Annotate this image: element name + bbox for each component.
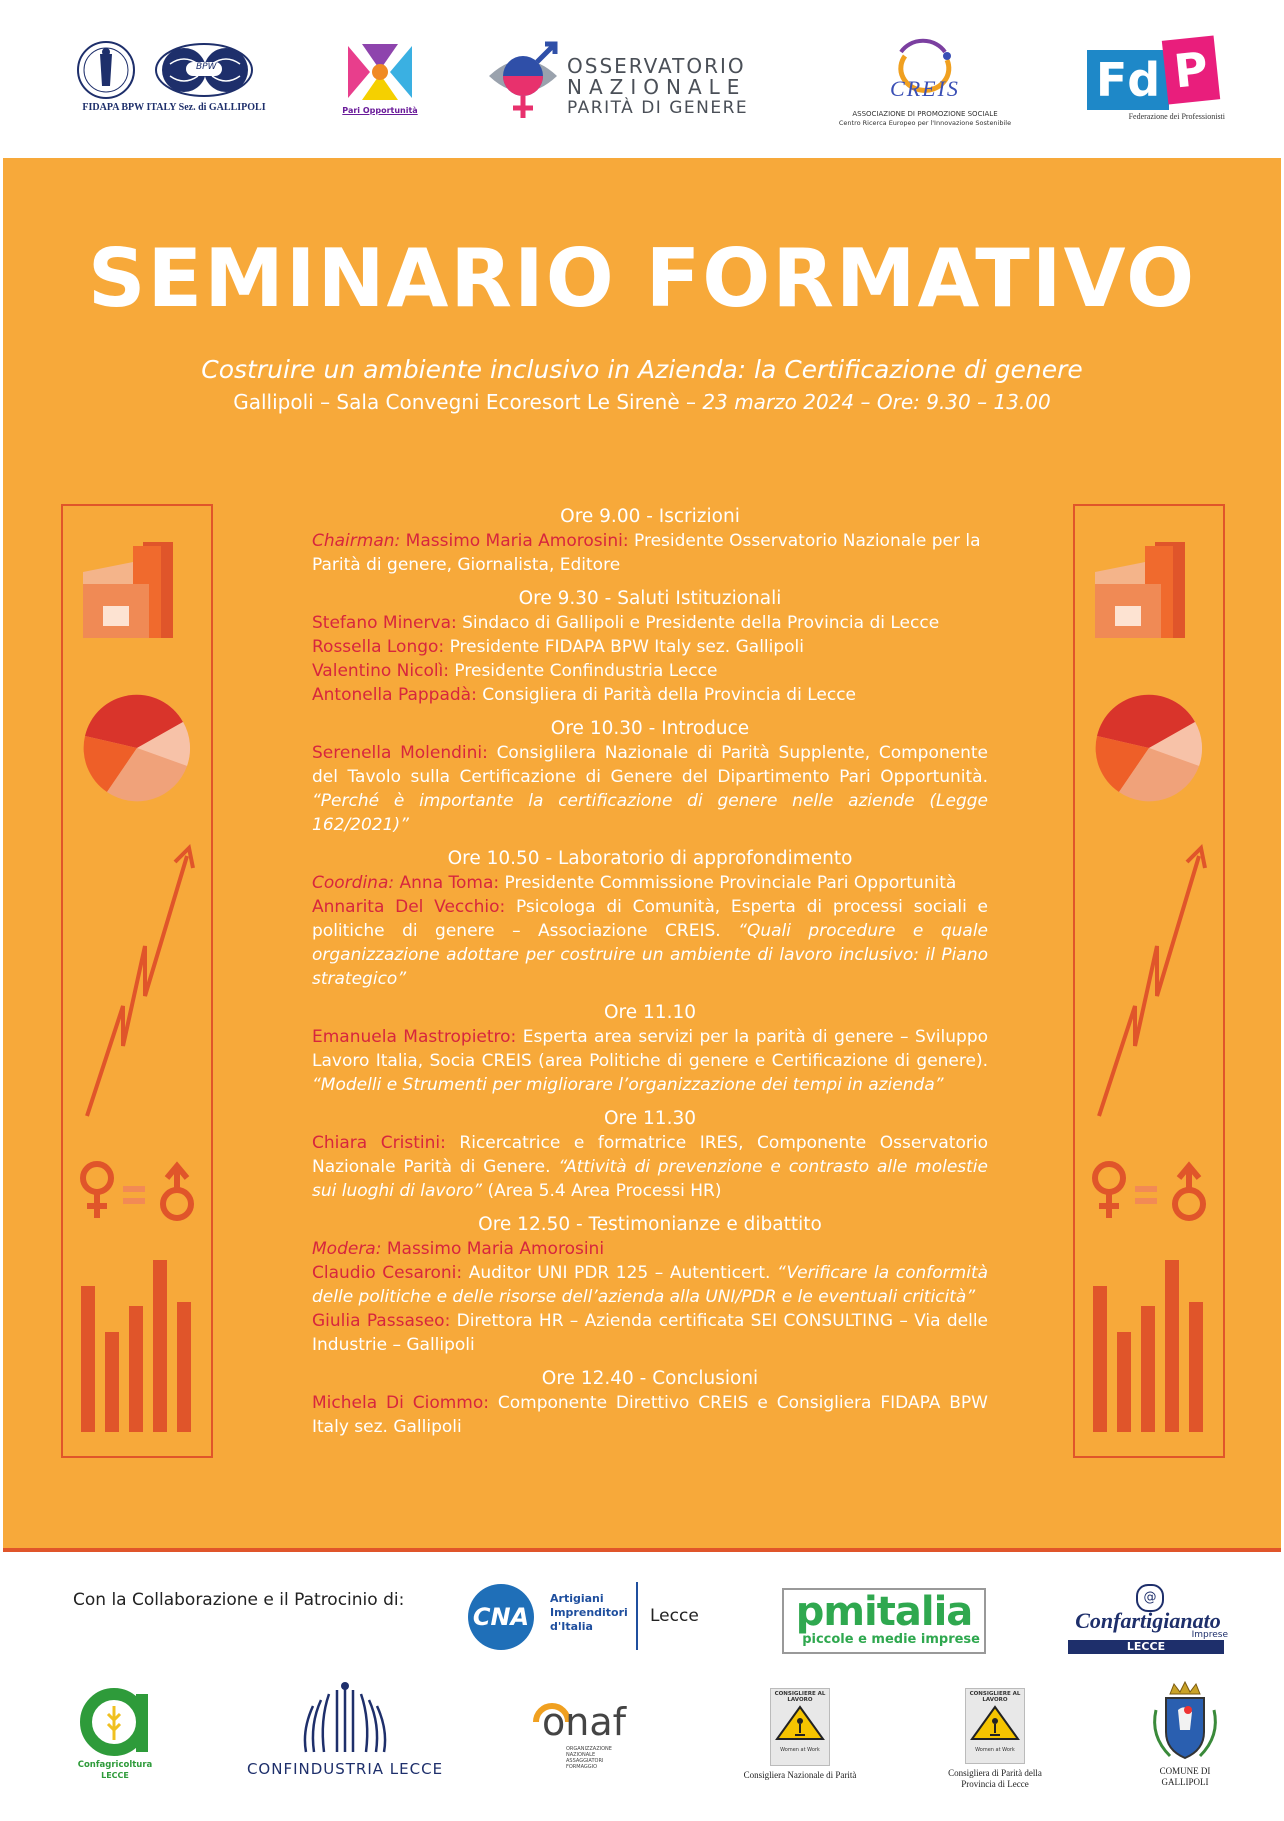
confindustria-logo [240, 1680, 450, 1780]
speaker-name: Anna Toma: [399, 873, 500, 893]
confartigianato-logo [1068, 1584, 1228, 1654]
trend-arrow-icon [87, 848, 193, 1116]
top-logo-strip [0, 0, 1284, 158]
left-decoration-panel [61, 504, 213, 1458]
speaker-name: Massimo Maria Amorosini [386, 1239, 605, 1259]
program-entry [312, 895, 988, 991]
speaker-role: Direttora HR – Azienda certificata SEI CONSULTING – Via delle Industrie – Gallipoli [312, 1311, 989, 1355]
confindustria-name: CONFINDUSTRIA LECCE [246, 1760, 444, 1778]
cna-line2: Imprenditori [550, 1606, 628, 1619]
creis-name: CREIS [890, 76, 960, 101]
section-time: Ore 9.30 - Saluti Istituzionali [518, 588, 782, 609]
role-label: Modera: [312, 1239, 382, 1259]
speaker-role: Presidente Commissione Provinciale Pari Opportunità [504, 873, 957, 893]
speaker-name: Chiara Cristini: [312, 1133, 446, 1153]
fdp-p-box: P [1162, 35, 1220, 104]
event-location: Gallipoli – Sala Convegni Ecoresort Le Sirenè – [233, 390, 697, 414]
section-time: Ore 10.50 - Laboratorio di approfondimento [447, 848, 853, 869]
speaker-name: Emanuela Mastropietro: [312, 1027, 517, 1047]
onaf-name: onaf [542, 1700, 626, 1744]
confagricoltura-icon [70, 1684, 160, 1760]
program-entry [312, 611, 988, 635]
creis-sub1: ASSOCIAZIONE DI PROMOZIONE SOCIALE [852, 110, 998, 118]
osservatorio-logo [485, 38, 765, 124]
program-entry [312, 1261, 988, 1309]
speaker-name: Annarita Del Vecchio: [312, 897, 506, 917]
program-entry [312, 635, 988, 659]
cna-line1: Artigiani [550, 1592, 604, 1605]
onaf-sub: ORGANIZZAZIONE NAZIONALE ASSAGGIATORI FORMAGGIO [566, 1746, 612, 1770]
consigliere-badge-text2: Women at Work [975, 1747, 1015, 1753]
cna-city: Lecce [650, 1606, 699, 1626]
bar-chart-icon [81, 1260, 191, 1432]
pmi-sub: piccole e medie imprese [802, 1632, 980, 1647]
page-subtitle: Costruire un ambiente inclusivo in Azienda: la Certificazione di genere [201, 355, 1083, 384]
speaker-role: Presidente FIDAPA BPW Italy sez. Gallipoli [449, 637, 805, 657]
program-entry [312, 741, 988, 837]
comune-line2: GALLIPOLI [1161, 1777, 1209, 1787]
fidapa-label: FIDAPA BPW ITALY Sez. di GALLIPOLI [82, 102, 266, 113]
event-place [0, 390, 1284, 414]
confindustria-eagle-icon [240, 1680, 450, 1756]
section-time: Ore 12.40 - Conclusioni [541, 1368, 759, 1389]
consigliera-provincia-caption1: Consigliera di Parità della [948, 1768, 1042, 1778]
talk-title: “Quali procedure e quale organizzazione adottare per costruire un ambiente di lavoro inclusivo: il Piano strategico” [312, 921, 988, 989]
pari-opportunita-label: Pari Opportunità [342, 106, 418, 115]
speaker-name: Giulia Passaseo: [312, 1311, 451, 1331]
section-time: Ore 11.10 [604, 1002, 696, 1023]
decoration-icons-left [63, 506, 211, 1456]
pmi-main: pmitalia [795, 1589, 973, 1635]
bpw-label: BPW [196, 62, 217, 72]
page-title: SEMINARIO FORMATIVO [87, 232, 1197, 325]
role-label: Coordina: [312, 873, 395, 893]
speaker-role: Componente Direttivo CREIS e Consigliera FIDAPA BPW Italy sez. Gallipoli [312, 1393, 988, 1437]
event-date: 23 marzo 2024 – Ore: 9.30 – 13.00 [702, 390, 1051, 414]
warning-sign-icon [966, 1703, 1024, 1743]
speaker-role: Consigliera di Parità della Provincia di Lecce [482, 685, 857, 705]
speaker-name: Claudio Cesaroni: [312, 1263, 463, 1283]
speaker-name: Massimo Maria Amorosini: [405, 531, 629, 551]
fdp-f-box: Fd [1087, 50, 1169, 110]
talk-title: “Perché è importante la certificazione di genere nelle aziende (Legge 162/2021)” [312, 791, 988, 835]
speaker-name: Michela Di Ciommo: [312, 1393, 489, 1413]
osservatorio-line2: NAZIONALE [567, 75, 747, 99]
program [312, 505, 988, 1449]
program-entry [312, 1131, 988, 1203]
speaker-name: Rossella Longo: [312, 637, 445, 657]
confagricoltura-logo [70, 1684, 160, 1784]
pari-opportunita-icon [340, 40, 420, 104]
confagricoltura-city: LECCE [101, 1771, 129, 1780]
program-section [312, 847, 988, 991]
program-entry [312, 1391, 988, 1439]
program-entry [312, 529, 988, 577]
speaker-role: Presidente Confindustria Lecce [454, 661, 718, 681]
program-section [312, 1367, 988, 1439]
consigliere-badge-text: CONSIGLIERE AL LAVORO [969, 1691, 1021, 1703]
consigliere-badge-text: CONSIGLIERE AL LAVORO [774, 1691, 826, 1703]
consigliera-nazionale-caption: Consigliera Nazionale di Parità [743, 1770, 857, 1780]
program-entry [312, 683, 988, 707]
creis-sub2: Centro Ricerca Europeo per l'Innovazione Sostenibile [838, 119, 1012, 127]
decoration-icons-right [1075, 506, 1223, 1456]
cna-logo [468, 1582, 708, 1652]
program-section [312, 1001, 988, 1097]
pie-chart-icon [84, 695, 190, 802]
program-entry [312, 871, 988, 895]
program-section [312, 505, 988, 577]
program-section [312, 1213, 988, 1357]
osservatorio-line3: PARITÀ DI GENERE [567, 98, 749, 118]
city-coat-of-arms-icon [1140, 1680, 1230, 1764]
speaker-name: Antonella Pappadà: [312, 685, 477, 705]
program-section [312, 717, 988, 837]
warning-sign-icon [771, 1703, 829, 1743]
section-time: Ore 11.30 [604, 1108, 696, 1129]
cna-mark: CNA [468, 1584, 534, 1650]
talk-title: “Verificare la conformità delle politiche e delle risorse dell’azienda alla UNI/PDR e le eventuali criticità” [312, 1263, 989, 1307]
fdp-logo [1085, 36, 1225, 126]
speaker-role: Esperta area servizi per la parità di genere – Sviluppo Lavoro Italia, Socia CREIS (area Politiche di genere e Certificazione di genere). [312, 1027, 989, 1071]
consigliera-provincia-caption2: Provincia di Lecce [961, 1779, 1029, 1789]
consigliere-badge-text2: Women at Work [780, 1747, 820, 1753]
gender-equality-icon [1095, 1164, 1203, 1218]
program-entry [312, 1025, 988, 1097]
creis-logo [835, 38, 1015, 130]
confartigianato-name: Confartigianato [1075, 1608, 1221, 1633]
consigliera-nazionale-logo [730, 1688, 870, 1784]
talk-title: “Attività di prevenzione e contrasto alle molestie sui luoghi di lavoro” [312, 1157, 988, 1201]
speaker-role: Sindaco di Gallipoli e Presidente della Provincia di Lecce [462, 613, 940, 633]
fidapa-logo [74, 40, 274, 120]
fidapa-emblem-icon [74, 40, 274, 102]
trend-arrow-icon [1099, 848, 1205, 1116]
confagricoltura-name: Confagricoltura [77, 1760, 153, 1770]
speaker-name: Serenella Molendini: [312, 743, 488, 763]
speaker-role: Ricercatrice e formatrice IRES, Componente Osservatorio Nazionale Parità di Genere. [312, 1133, 988, 1177]
cna-line3: d'Italia [550, 1620, 593, 1633]
folders-icon [1095, 542, 1185, 638]
comune-line1: COMUNE DI [1159, 1766, 1211, 1776]
speaker-role: Auditor UNI PDR 125 – Autenticert. [468, 1263, 771, 1283]
pmi-italia-logo [782, 1588, 986, 1654]
patronage-label: Con la Collaborazione e il Patrocinio di: [73, 1590, 405, 1610]
gender-equality-icon [83, 1164, 191, 1218]
osservatorio-line1: OSSERVATORIO [567, 54, 746, 78]
gender-equality-eye-icon [485, 38, 561, 122]
consigliera-provincia-logo [925, 1688, 1065, 1788]
confartigianato-city: LECCE [1068, 1640, 1224, 1654]
talk-area: (Area 5.4 Area Processi HR) [487, 1181, 722, 1201]
speaker-name: Stefano Minerva: [312, 613, 457, 633]
program-section [312, 587, 988, 707]
speaker-role: Consiglilera Nazionale di Parità Supplente, Componente del Tavolo sulla Certificazione di Genere del Dipartimento Pari Opportunità. [312, 743, 988, 787]
role-label: Chairman: [312, 531, 401, 551]
section-time: Ore 12.50 - Testimonianze e dibattito [478, 1214, 822, 1235]
speaker-role: Presidente Osservatorio Nazionale per la Parità di genere, Giornalista, Editore [312, 531, 981, 575]
folders-icon [83, 542, 173, 638]
talk-title: “Modelli e Strumenti per migliorare l’organizzazione dei tempi in azienda” [312, 1075, 944, 1095]
speaker-role: Psicologa di Comunità, Esperta di processi sociali e politiche di genere – Associazione CREIS. [312, 897, 989, 941]
bar-chart-icon [1093, 1260, 1203, 1432]
program-entry [312, 1309, 988, 1357]
section-time: Ore 9.00 - Iscrizioni [560, 506, 740, 527]
section-time: Ore 10.30 - Introduce [550, 718, 750, 739]
onaf-logo [532, 1700, 648, 1780]
fdp-sub: Federazione dei Professionisti [1128, 112, 1225, 121]
right-decoration-panel [1073, 504, 1225, 1458]
confartigianato-at-icon: @ [1136, 1584, 1164, 1612]
speaker-name: Valentino Nicolì: [312, 661, 450, 681]
comune-gallipoli-logo [1140, 1680, 1230, 1790]
pie-chart-icon [1096, 695, 1202, 802]
confartigianato-sub: Imprese [1191, 1630, 1228, 1640]
pari-opportunita-logo [340, 40, 420, 122]
program-entry [312, 1237, 988, 1261]
program-entry [312, 659, 988, 683]
program-section [312, 1107, 988, 1203]
